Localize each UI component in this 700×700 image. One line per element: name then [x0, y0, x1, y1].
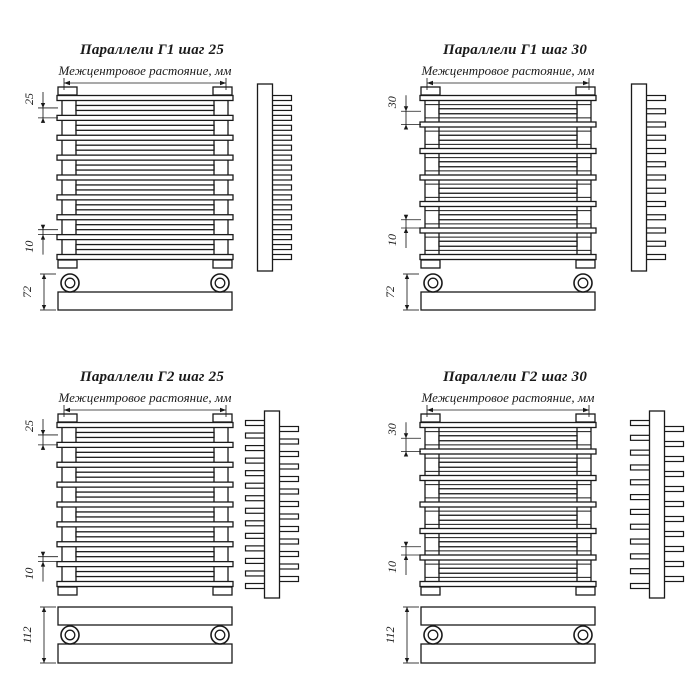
pipe-fitting-inner — [65, 278, 75, 288]
intercenter-dimension — [64, 405, 226, 417]
height-dimension — [383, 607, 419, 663]
pipe-fitting-inner — [578, 278, 588, 288]
bottom-view — [421, 607, 595, 663]
panel-parallels-g1-step-25 — [0, 30, 337, 355]
step-dimension — [385, 422, 421, 456]
step-dimension-label: 25 — [22, 92, 36, 105]
step-dimension-label: 25 — [22, 419, 36, 432]
panel-parallels-g1-step-30 — [363, 30, 700, 355]
intercenter-distance-label: Межцентровое растояние, мм — [58, 390, 232, 405]
gap-dimension-label: 10 — [385, 234, 399, 246]
gap-dimension — [22, 225, 58, 255]
panel-title: Параллели Г1 шаг 25 — [79, 42, 225, 58]
height-dimension — [20, 274, 56, 310]
panel-title: Параллели Г2 шаг 30 — [442, 369, 588, 385]
bottom-view — [421, 274, 595, 310]
step-dimension — [22, 92, 58, 123]
panel-parallels-g2-step-30 — [363, 357, 700, 682]
intercenter-distance-label: Межцентровое растояние, мм — [421, 390, 595, 405]
gap-dimension-label: 10 — [22, 567, 36, 580]
pipe-fitting-inner — [578, 630, 588, 640]
gap-dimension-label: 10 — [22, 240, 36, 253]
side-view — [258, 84, 292, 271]
side-view — [631, 411, 684, 598]
bottom-view — [58, 274, 232, 310]
intercenter-distance-label: Межцентровое растояние, мм — [421, 63, 595, 78]
step-dimension — [22, 419, 58, 450]
bottom-view — [58, 607, 232, 663]
height-dimension-label: 112 — [383, 626, 397, 644]
gap-dimension — [22, 552, 58, 582]
height-dimension — [20, 607, 56, 663]
step-dimension-label: 30 — [385, 423, 399, 436]
pipe-fitting-inner — [428, 630, 438, 640]
gap-dimension-label: 10 — [385, 561, 399, 573]
pipe-fitting-inner — [65, 630, 75, 640]
height-dimension-label: 72 — [20, 286, 34, 298]
front-view — [57, 414, 233, 595]
gap-dimension — [385, 542, 421, 575]
gap-dimension — [385, 215, 421, 248]
pipe-fitting-inner — [428, 278, 438, 288]
panel-parallels-g2-step-25 — [0, 357, 337, 682]
front-view — [420, 87, 596, 268]
side-view — [246, 411, 299, 598]
intercenter-dimension — [427, 78, 589, 90]
step-dimension — [385, 95, 421, 129]
intercenter-dimension — [64, 78, 226, 90]
step-dimension-label: 30 — [385, 96, 399, 109]
height-dimension — [383, 274, 419, 310]
intercenter-dimension — [427, 405, 589, 417]
height-dimension-label: 112 — [20, 626, 34, 644]
pipe-fitting-inner — [215, 278, 225, 288]
front-view — [57, 87, 233, 268]
intercenter-distance-label: Межцентровое растояние, мм — [58, 63, 232, 78]
panel-title: Параллели Г2 шаг 25 — [79, 369, 225, 385]
side-view — [632, 84, 666, 271]
pipe-fitting-inner — [215, 630, 225, 640]
front-view — [420, 414, 596, 595]
height-dimension-label: 72 — [383, 286, 397, 298]
panel-title: Параллели Г1 шаг 30 — [442, 42, 588, 58]
